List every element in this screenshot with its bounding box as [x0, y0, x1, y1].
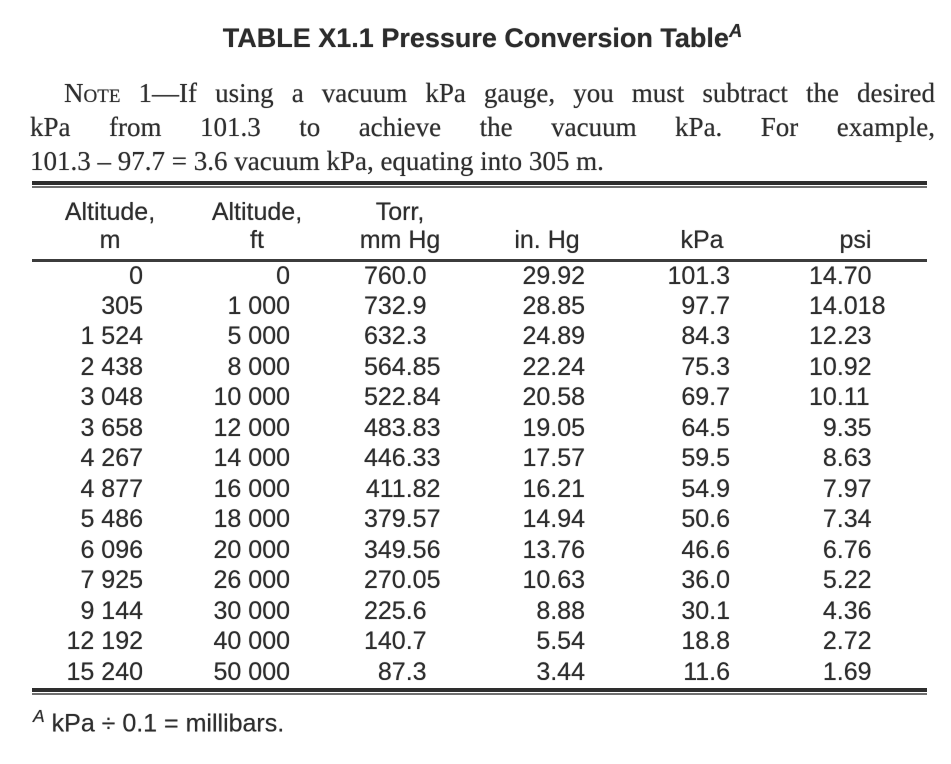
- table-cell: 8.63: [822, 444, 872, 473]
- table-cell: 411.82: [365, 474, 441, 503]
- column-header-torr: [326, 188, 474, 261]
- table-cell: 40 000: [213, 627, 290, 656]
- table-cell: 84.3: [681, 322, 730, 351]
- table-row: [32, 291, 927, 322]
- table-cell: 10.63: [522, 566, 585, 595]
- table-row: [32, 322, 927, 353]
- table-row: [32, 505, 927, 536]
- table-cell: 75.3: [681, 352, 730, 381]
- table-cell: 3 048: [80, 383, 143, 412]
- table-cell: 9 144: [80, 596, 143, 625]
- table-cell: 1 524: [80, 322, 143, 351]
- table-cell: 20.58: [522, 383, 585, 412]
- note-line-2: kPa from 101.3 to achieve the vacuum kPa. For example,: [30, 112, 935, 142]
- table-cell: 14.94: [522, 505, 585, 534]
- table-row: [32, 566, 927, 597]
- table-cell: 270.05: [364, 566, 441, 595]
- table-cell: 14 000: [213, 444, 290, 473]
- table-body: [32, 261, 927, 688]
- table-cell: 18 000: [213, 505, 290, 534]
- table-cell: 19.05: [522, 413, 585, 442]
- table-cell: 46.6: [681, 535, 730, 564]
- table-cell: 225.6: [364, 596, 427, 625]
- table-row: [32, 261, 927, 292]
- header-line: psi: [839, 226, 872, 254]
- table-cell: 10.92: [809, 352, 872, 381]
- column-header-kpa: [620, 188, 784, 261]
- document-page: [0, 14, 951, 764]
- column-header-psi: [784, 188, 927, 261]
- table-cell: 16.21: [522, 474, 585, 503]
- header-line: in. Hg: [514, 226, 580, 254]
- table-title-footnote-ref: A: [728, 20, 743, 41]
- table-row: [32, 535, 927, 566]
- table-cell: 12 192: [66, 627, 143, 656]
- table-cell: 140.7: [364, 627, 427, 656]
- table-cell: 24.89: [522, 322, 585, 351]
- table-title: [30, 14, 935, 55]
- footnote-text: kPa ÷ 0.1 = millibars.: [51, 708, 285, 737]
- table-cell: 16 000: [213, 474, 290, 503]
- table-row: [32, 627, 927, 658]
- table-cell: 11.6: [683, 657, 730, 686]
- note-paragraph: [30, 76, 935, 178]
- table-cell: 522.84: [364, 383, 441, 412]
- table-cell: 14.018: [809, 291, 886, 320]
- table-cell: 30.1: [681, 596, 730, 625]
- table-row: [32, 413, 927, 444]
- table-cell: 446.33: [364, 444, 441, 473]
- table-cell: 26 000: [213, 566, 290, 595]
- table-cell: 14.70: [809, 262, 872, 290]
- table-cell: 22.24: [522, 352, 585, 381]
- table-top-rule: [32, 181, 927, 188]
- table-cell: 20 000: [213, 535, 290, 564]
- table-cell: 1.69: [822, 657, 872, 686]
- table-footnote: [33, 701, 935, 738]
- footnote-marker: A: [33, 705, 45, 726]
- table-cell: 632.3: [364, 322, 427, 351]
- table-cell: 7.34: [822, 505, 872, 534]
- table-cell: 30 000: [213, 596, 290, 625]
- column-header-altitude-ft: [188, 188, 326, 261]
- note-label: Note 1: [64, 78, 153, 108]
- table-cell: 8.88: [536, 596, 585, 625]
- header-line: mm Hg: [359, 226, 441, 254]
- table-cell: 10.11: [809, 383, 870, 412]
- table-cell: 5 000: [227, 322, 290, 351]
- column-header-in-hg: [474, 188, 620, 261]
- table-cell: 732.9: [364, 291, 427, 320]
- table-cell: 13.76: [522, 535, 585, 564]
- table-cell: 7 925: [80, 566, 143, 595]
- table-row: [32, 596, 927, 627]
- table-cell: 760.0: [364, 262, 427, 290]
- table-cell: 50.6: [681, 505, 730, 534]
- table-cell: 4 877: [80, 474, 143, 503]
- table-cell: 12.23: [809, 322, 872, 351]
- note-line-1: [30, 76, 935, 110]
- table-cell: 87.3: [377, 657, 427, 686]
- table-cell: 3 658: [80, 413, 143, 442]
- table-cell: 15 240: [66, 657, 143, 686]
- table-bottom-rule: [32, 688, 927, 695]
- table-header: [32, 188, 927, 261]
- table-cell: 18.8: [681, 627, 730, 656]
- table-cell: 10 000: [213, 383, 290, 412]
- table-cell: 50 000: [213, 657, 290, 686]
- table-cell: 3.44: [536, 657, 585, 686]
- pressure-conversion-table: [32, 188, 927, 688]
- table-cell: 12 000: [213, 413, 290, 442]
- table-cell: 1 000: [227, 291, 290, 320]
- table-cell: 5.22: [822, 566, 872, 595]
- note-line-3: 101.3 – 97.7 = 3.6 vacuum kPa, equating into 305 m.: [30, 146, 604, 176]
- table-cell: 349.56: [364, 535, 441, 564]
- column-header-altitude-m: [32, 188, 188, 261]
- table-cell: 17.57: [522, 444, 585, 473]
- table-cell: 5.54: [536, 627, 585, 656]
- table-cell: 483.83: [364, 413, 441, 442]
- table-row: [32, 474, 927, 505]
- table-cell: 29.92: [522, 262, 585, 290]
- table-cell: 4.36: [822, 596, 872, 625]
- table-cell: 2 438: [80, 352, 143, 381]
- table-cell: 28.85: [522, 291, 585, 320]
- table-cell: 97.7: [681, 291, 730, 320]
- table-cell: 6 096: [80, 535, 143, 564]
- table-row: [32, 657, 927, 688]
- table-cell: 2.72: [822, 627, 872, 656]
- table-cell: 8 000: [227, 352, 290, 381]
- header-line: ft: [250, 226, 264, 254]
- table-cell: 564.85: [364, 352, 441, 381]
- table-cell: 5 486: [80, 505, 143, 534]
- table-cell: 4 267: [80, 444, 143, 473]
- table-cell: 54.9: [681, 474, 730, 503]
- table-cell: 0: [276, 262, 290, 290]
- header-line: Altitude,: [211, 198, 303, 226]
- table-row: [32, 383, 927, 414]
- header-line: Torr,: [375, 198, 425, 226]
- table-cell: 0: [129, 262, 143, 290]
- table-cell: 305: [101, 291, 143, 320]
- table-row: [32, 444, 927, 475]
- table-title-text: TABLE X1.1 Pressure Conversion Table: [222, 23, 729, 53]
- note-line-1-text: —If using a vacuum kPa gauge, you must subtract the desired: [152, 78, 935, 108]
- table-row: [32, 352, 927, 383]
- table-cell: 36.0: [681, 566, 730, 595]
- table-cell: 64.5: [681, 413, 730, 442]
- table-cell: 379.57: [364, 505, 441, 534]
- table-cell: 101.3: [667, 262, 730, 290]
- table-cell: 59.5: [681, 444, 730, 473]
- table-cell: 9.35: [822, 413, 872, 442]
- header-line: Altitude,: [64, 198, 156, 226]
- table-cell: 7.97: [822, 474, 872, 503]
- header-line: kPa: [680, 226, 724, 254]
- table-cell: 69.7: [681, 383, 730, 412]
- header-line: m: [99, 226, 121, 254]
- table-cell: 6.76: [822, 535, 872, 564]
